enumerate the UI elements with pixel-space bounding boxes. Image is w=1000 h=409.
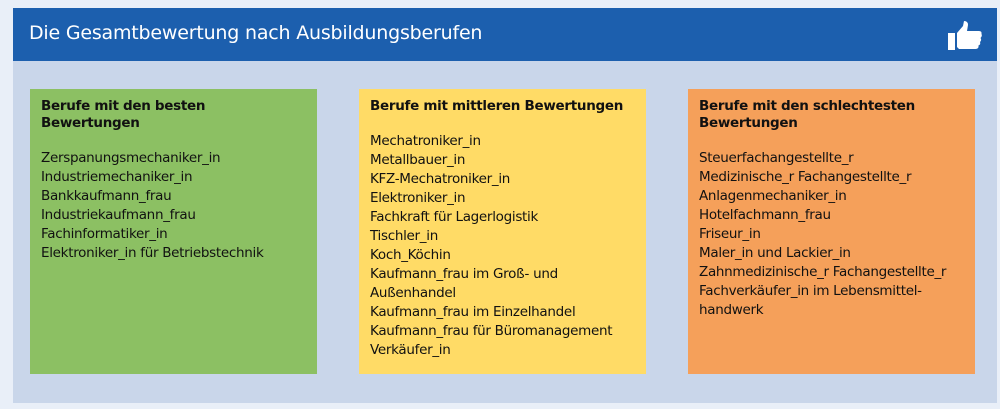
page-title: Die Gesamtbewertung nach Ausbildungsberufen (29, 22, 483, 44)
list-item: Außenhandel (370, 285, 456, 301)
list-item: Hotelfachmann_frau (699, 207, 831, 223)
list-item: Elektroniker_in (370, 190, 466, 206)
best-ratings-title: Berufe mit den besten Bewertungen (41, 98, 206, 131)
list-item: Industriemechaniker_in (41, 169, 193, 185)
list-item: Metallbauer_in (370, 152, 466, 168)
medium-ratings-list (370, 132, 635, 360)
list-item: Bankkaufmann_frau (41, 188, 172, 204)
list-item: Medizinische_r Fachangestellte_r (699, 169, 912, 185)
list-item: Elektroniker_in für Betriebstechnik (41, 245, 264, 261)
list-item: KFZ-Mechatroniker_in (370, 171, 511, 187)
medium-ratings-title: Berufe mit mittleren Bewertungen (370, 98, 624, 114)
list-item: Friseur_in (699, 226, 761, 242)
list-item: Tischler_in (370, 228, 438, 244)
list-item: handwerk (699, 302, 764, 318)
worst-ratings-title: Berufe mit den schlechtesten Bewertungen (699, 98, 915, 131)
list-item: Koch_Köchin (370, 247, 451, 263)
best-ratings-list (41, 149, 306, 263)
list-item: Fachkraft für Lagerlogistik (370, 209, 539, 225)
list-item: Fachinformatiker_in (41, 226, 168, 242)
list-item: Industriekaufmann_frau (41, 207, 196, 223)
thumbs-up-icon (947, 20, 983, 52)
list-item: Zerspanungsmechaniker_in (41, 150, 221, 166)
list-item: Kaufmann_frau im Einzelhandel (370, 304, 576, 320)
list-item: Anlagenmechaniker_in (699, 188, 847, 204)
medium-ratings-box (359, 89, 646, 374)
list-item: Mechatroniker_in (370, 133, 481, 149)
best-ratings-box (30, 89, 317, 374)
worst-ratings-box (688, 89, 975, 374)
list-item: Maler_in und Lackier_in (699, 245, 851, 261)
list-item: Zahnmedizinische_r Fachangestellte_r (699, 264, 947, 280)
list-item: Fachverkäufer_in im Lebensmittel- (699, 283, 922, 299)
list-item: Kaufmann_frau für Büromanagement (370, 323, 613, 339)
header-bar (13, 8, 997, 61)
list-item: Kaufmann_frau im Groß- und (370, 266, 558, 282)
overview-panel (13, 8, 997, 403)
worst-ratings-list (699, 149, 964, 320)
list-item: Verkäufer_in (370, 342, 451, 358)
list-item: Steuerfachangestellte_r (699, 150, 854, 166)
